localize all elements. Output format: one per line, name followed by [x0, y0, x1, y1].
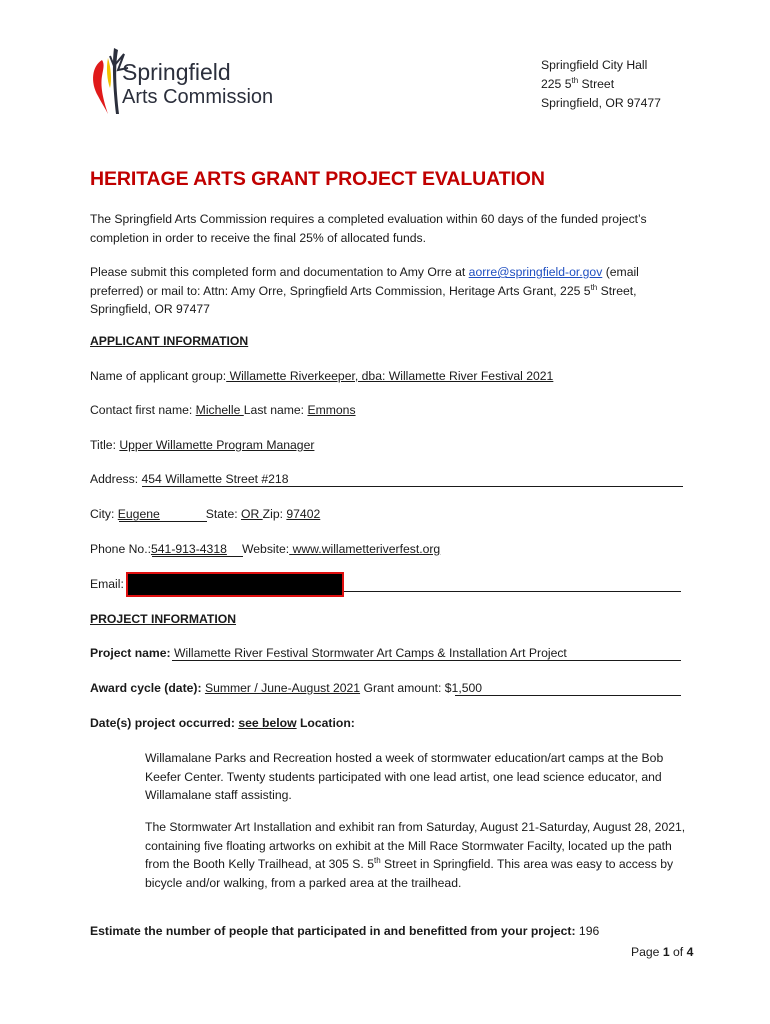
logo [88, 44, 303, 116]
address-line1: Springfield City Hall [541, 58, 648, 72]
estimate-row: Estimate the number of people that participated in and benefitted from your project: 196 [90, 924, 600, 938]
applicant-group-row: Name of applicant group: Willamette Riverkeeper, dba: Willamette River Festival 2021 [90, 369, 554, 383]
phone-field[interactable]: 541-913-4318 [150, 542, 227, 556]
zip-field[interactable]: 97402 [286, 507, 321, 521]
city-row: City: Eugene State: OR Zip: 97402 [90, 507, 321, 521]
award-cycle-field[interactable]: Summer / June-August 2021 [204, 681, 361, 695]
address-row: Address: 454 Willamette Street #218 [90, 472, 289, 486]
email-row: Email: [90, 577, 124, 591]
intro-paragraph-2: Please submit this completed form and documentation to Amy Orre at aorre@springfield-or.gov (email preferred) or mail to: Attn: Amy Orre, Springfield Arts Commission, Heritage Arts Grant, 225 5th Street, Springfield, OR 97477 [90, 265, 639, 316]
last-name-field[interactable]: Emmons [307, 403, 356, 417]
page-title: HERITAGE ARTS GRANT PROJECT EVALUATION [90, 168, 545, 190]
address-underline [142, 486, 683, 487]
project-description-2: The Stormwater Art Installation and exhibit ran from Saturday, August 21-Saturday, August 28, 2021, containing five floating artworks on exhibit at the Mill Race Stormwater Facilty, located up the path from the Booth Kelly Trailhead, at 305 S. 5th Street in Springfield. This area was easy to access by bicycle and/or walking, from a parked area at the trailhead. [145, 820, 686, 890]
contact-name-row: Contact first name: Michelle Last name: Emmons [90, 403, 356, 417]
logo-text-line2: Arts Commission [122, 86, 274, 108]
logo-text-line1: Springfield [122, 59, 231, 85]
state-field[interactable]: OR [241, 507, 263, 521]
website-field[interactable]: www.willametteriverfest.org [289, 542, 441, 556]
award-cycle-row: Award cycle (date): Summer / June-August 2021 Grant amount: $1,500 [90, 681, 483, 695]
project-heading: PROJECT INFORMATION [90, 612, 237, 626]
applicant-heading: APPLICANT INFORMATION [90, 334, 249, 348]
grant-amount-field[interactable]: $1,500 [444, 681, 483, 695]
dates-row: Date(s) project occurred: see below Location: [90, 716, 355, 730]
title-field[interactable]: Upper Willamette Program Manager [119, 438, 315, 452]
city-field[interactable]: Eugene [117, 507, 160, 521]
intro-paragraph-1: The Springfield Arts Commission requires a completed evaluation within 60 days of the funded project’s completion in order to receive the final 25% of allocated funds. [90, 212, 647, 245]
address-block [541, 56, 661, 113]
phone-row: Phone No.:541-913-4318 Website: www.willametteriverfest.org [90, 542, 441, 556]
address-line2: 225 5th Street [541, 75, 615, 91]
address-line3: Springfield, OR 97477 [541, 96, 661, 110]
project-name-underline [172, 660, 681, 661]
redacted-email-field[interactable] [126, 572, 344, 597]
title-row: Title: Upper Willamette Program Manager [90, 438, 315, 452]
first-name-field[interactable]: Michelle [195, 403, 244, 417]
project-name-row: Project name: Willamette River Festival Stormwater Art Camps & Installation Art Project [90, 646, 567, 660]
project-name-field[interactable]: Willamette River Festival Stormwater Art Camps & Installation Art Project [170, 646, 567, 660]
estimate-field[interactable]: 196 [575, 924, 600, 938]
page-number: Page 1 of 4 [631, 945, 694, 959]
grant-amount-underline [455, 695, 681, 696]
address-field[interactable]: 454 Willamette Street #218 [141, 472, 289, 486]
applicant-group-field[interactable]: Willamette Riverkeeper, dba: Willamette River Festival 2021 [226, 369, 554, 383]
dates-field[interactable]: see below [238, 716, 297, 730]
project-description-1: Willamalane Parks and Recreation hosted a week of stormwater education/art camps at the Bob Keefer Center. Twenty students participated with one lead artist, one lead science educator, and Willamalane staff assisting. [145, 751, 664, 802]
email-underline [344, 591, 681, 592]
phone-underline [152, 556, 243, 557]
email-link[interactable]: aorre@springfield-or.gov [468, 265, 603, 279]
city-underline [119, 521, 207, 522]
